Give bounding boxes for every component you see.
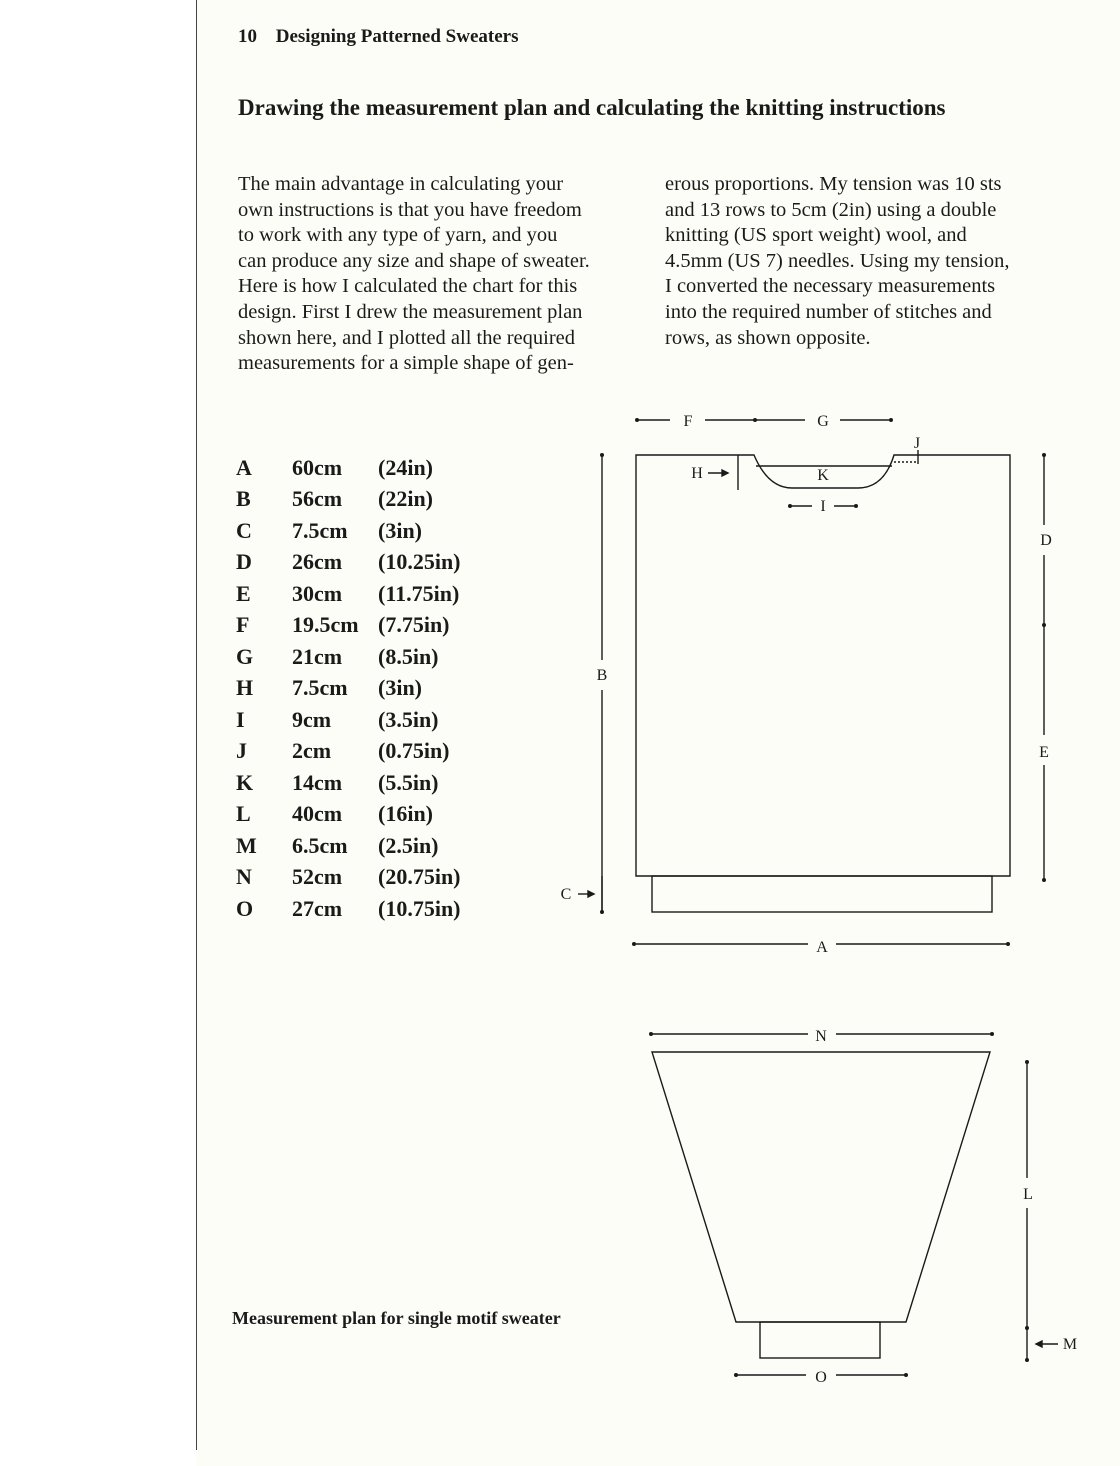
measurement-letter: H (236, 675, 254, 701)
body-piece-outline (636, 455, 1010, 876)
measurement-letter: E (236, 580, 251, 606)
measurement-inches: (8.5in) (378, 643, 439, 669)
measurement-cm: 19.5cm (292, 612, 359, 638)
label-D: D (1040, 532, 1052, 549)
measurement-inches: (3in) (378, 517, 422, 543)
measurement-letter: L (236, 801, 251, 827)
body-rib-band (652, 876, 992, 912)
measurement-cm: 40cm (292, 801, 343, 827)
label-J: J (913, 435, 921, 452)
measurement-inches: (10.25in) (378, 549, 461, 575)
measurement-inches: (11.75in) (378, 580, 460, 606)
label-A: A (816, 939, 828, 956)
measurement-cm: 21cm (292, 643, 343, 669)
measurement-cm: 52cm (292, 864, 343, 890)
label-F: F (683, 413, 693, 430)
measurement-inches: (10.75in) (378, 895, 461, 921)
body-paragraph-left: The main advantage in calculating your own instructions is that you have freedom to work with any type of yarn, and you can produce any size and shape of sweater. Here is how I calculated the chart for this design. First I drew the measurement plan shown here, and I plotted all the required measurements for a simple shape of gen- (238, 173, 590, 375)
measurement-letter: A (236, 454, 252, 480)
measurement-cm: 26cm (292, 549, 343, 575)
label-G: G (817, 413, 829, 430)
measurement-letter: I (236, 706, 245, 732)
measurement-letter: B (236, 486, 251, 512)
sleeve-piece-outline (652, 1052, 990, 1322)
label-I: I (820, 498, 826, 515)
measurement-letter: G (236, 643, 254, 669)
measurement-inches: (3.5in) (378, 706, 439, 732)
measurement-letter: J (236, 738, 247, 764)
measurement-letter: K (236, 769, 254, 795)
measurement-letter: F (236, 612, 250, 638)
label-L: L (1023, 1186, 1033, 1203)
label-K: K (817, 467, 829, 484)
measurement-inches: (22in) (378, 486, 433, 512)
measurement-cm: 7.5cm (292, 517, 348, 543)
measurement-inches: (16in) (378, 801, 433, 827)
measurement-letter: O (236, 895, 254, 921)
measurement-cm: 6.5cm (292, 832, 348, 858)
measurement-cm: 60cm (292, 454, 343, 480)
page-number: 10 (238, 26, 257, 47)
measurement-inches: (20.75in) (378, 864, 461, 890)
label-C: C (560, 886, 572, 903)
measurement-cm: 30cm (292, 580, 343, 606)
measurement-cm: 14cm (292, 769, 343, 795)
figure-caption: Measurement plan for single motif sweater (232, 1308, 561, 1328)
label-E: E (1039, 744, 1049, 761)
measurement-inches: (0.75in) (378, 738, 450, 764)
label-O: O (815, 1369, 827, 1386)
measurement-cm: 9cm (292, 706, 332, 732)
measurement-inches: (24in) (378, 454, 433, 480)
measurement-cm: 7.5cm (292, 675, 348, 701)
page-title: Drawing the measurement plan and calculating the knitting instructions (238, 95, 946, 120)
label-M: M (1062, 1336, 1078, 1353)
running-title: Designing Patterned Sweaters (275, 26, 519, 47)
measurement-inches: (7.75in) (378, 612, 450, 638)
label-N: N (815, 1028, 827, 1045)
measurement-inches: (2.5in) (378, 832, 439, 858)
measurement-cm: 27cm (292, 895, 343, 921)
measurement-letter: N (236, 864, 252, 890)
body-paragraph-right: erous proportions. My tension was 10 sts and 13 rows to 5cm (2in) using a double knitting (US sport weight) wool, and 4.5mm (US 7) needles. Using my tension, I converted the necessary measurements into the required number of stitches and rows, as shown opposite. (665, 173, 1010, 349)
label-H: H (691, 465, 703, 482)
measurement-inches: (3in) (378, 675, 422, 701)
label-B: B (596, 667, 608, 684)
measurement-letter: M (236, 832, 257, 858)
measurement-letter: C (236, 517, 252, 543)
measurement-letter: D (236, 549, 252, 575)
measurement-cm: 2cm (292, 738, 332, 764)
measurement-inches: (5.5in) (378, 769, 439, 795)
sleeve-cuff-band (760, 1322, 880, 1358)
measurement-cm: 56cm (292, 486, 343, 512)
